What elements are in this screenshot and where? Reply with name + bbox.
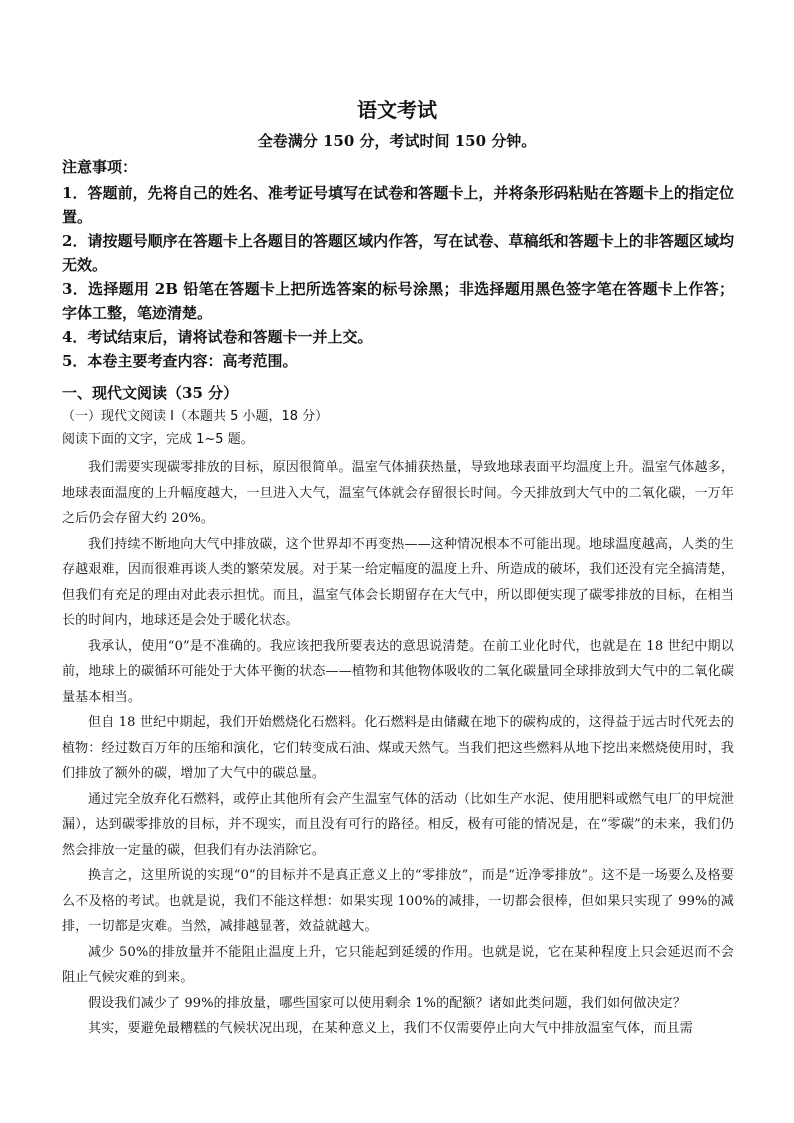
subsection-heading: （一）现代文阅读 I（本题共 5 小题，18 分） — [62, 409, 329, 424]
notice-item-2: 2．请按题号顺序在答题卡上各题目的答题区域内作答，写在试卷、草稿纸和答题卡上的非答题区域均无效。 — [62, 232, 734, 274]
passage-paragraph-7: 减少 50%的排放量并不能阻止温度上升，它只能起到延缓的作用。也就是说，它在某种程度上只会延迟而不会阻止气候灾难的到来。 — [62, 944, 734, 985]
passage-paragraph-5: 通过完全放弃化石燃料，或停止其他所有会产生温室气体的活动（比如生产水泥、使用肥料或燃气电厂的甲烷泄漏），达到碳零排放的目标，并不现实，而且没有可行的路径。相反，极有可能的情况是，在“零碳”的未来，我们仍然会排放一定量的碳，但我们有办法消除它。 — [62, 791, 734, 858]
exam-title: 语文考试 — [357, 98, 437, 122]
notice-item-3: 3．选择题用 2B 铅笔在答题卡上把所选答案的标号涂黑；非选择题用黑色签字笔在答题卡上作答；字体工整，笔迹清楚。 — [62, 280, 734, 322]
passage-paragraph-9: 其实，要避免最糟糕的气候状况出现，在某种意义上，我们不仅需要停止向大气中排放温室气体，而且需 — [88, 1021, 693, 1036]
section-heading: 一、现代文阅读（35 分） — [62, 384, 239, 402]
exam-subtitle: 全卷满分 150 分，考试时间 150 分钟。 — [257, 132, 537, 150]
passage-paragraph-1: 我们需要实现碳零排放的目标，原因很简单。温室气体捕获热量，导致地球表面平均温度上升。温室气体越多，地球表面温度的上升幅度越大，一旦进入大气，温室气体就会存留很长时间。今天排放到大气中的二氧化碳，一万年之后仍会存留大约 20%。 — [62, 460, 734, 526]
reading-passage — [62, 455, 734, 1042]
passage-paragraph-3: 我承认，使用“0”是不准确的。我应该把我所要表达的意思说清楚。在前工业化时代，也就是在 18 世纪中期以前，地球上的碳循环可能处于大体平衡的状态——植物和其他物体吸收的二氧化碳量同全球排放到大气中的二氧化碳量基本相当。 — [62, 638, 734, 705]
notice-heading: 注意事项： — [62, 158, 138, 176]
passage-paragraph-8: 假设我们减少了 99%的排放量，哪些国家可以使用剩余 1%的配额？诸如此类问题，我们如何做决定？ — [88, 995, 686, 1011]
notice-item-4: 4．考试结束后，请将试卷和答题卡一并上交。 — [62, 328, 373, 346]
notice-item-5: 5．本卷主要考查内容：高考范围。 — [62, 352, 298, 370]
passage-paragraph-6: 换言之，这里所说的实现“0”的目标并不是真正意义上的“零排放”，而是“近净零排放”。这不是一场要么及格要么不及格的考试。也就是说，我们不能这样想：如果实现 100%的减排，一切都会很棒，但如果只实现了 99%的减排，一切都是灾难。当然，减排越显著，效益就越大。 — [62, 868, 734, 934]
passage-paragraph-2: 我们持续不断地向大气中排放碳，这个世界却不再变热——这种情况根本不可能出现。地球温度越高，人类的生存越艰难，因而很难再谈人类的繁荣发展。对于某一给定幅度的温度上升、所造成的破坏，我们还没有完全搞清楚，但我们有充足的理由对此表示担忧。而且，温室气体会长期留存在大气中，所以即便实现了碳零排放的目标，在相当长的时间内，地球还是会处于暖化状态。 — [62, 536, 734, 628]
passage-paragraph-4: 但自 18 世纪中期起，我们开始燃烧化石燃料。化石燃料是由储藏在地下的碳构成的，这得益于远古时代死去的植物：经过数百万年的压缩和演化，它们转变成石油、煤或天然气。当我们把这些燃料从地下挖出来燃烧使用时，我们排放了额外的碳，增加了大气中的碳总量。 — [62, 715, 734, 781]
notice-item-1: 1．答题前，先将自己的姓名、准考证号填写在试卷和答题卡上，并将条形码粘贴在答题卡上的指定位置。 — [62, 184, 734, 226]
reading-instruction: 阅读下面的文字，完成 1~5 题。 — [62, 432, 254, 447]
notice-list — [62, 181, 734, 373]
